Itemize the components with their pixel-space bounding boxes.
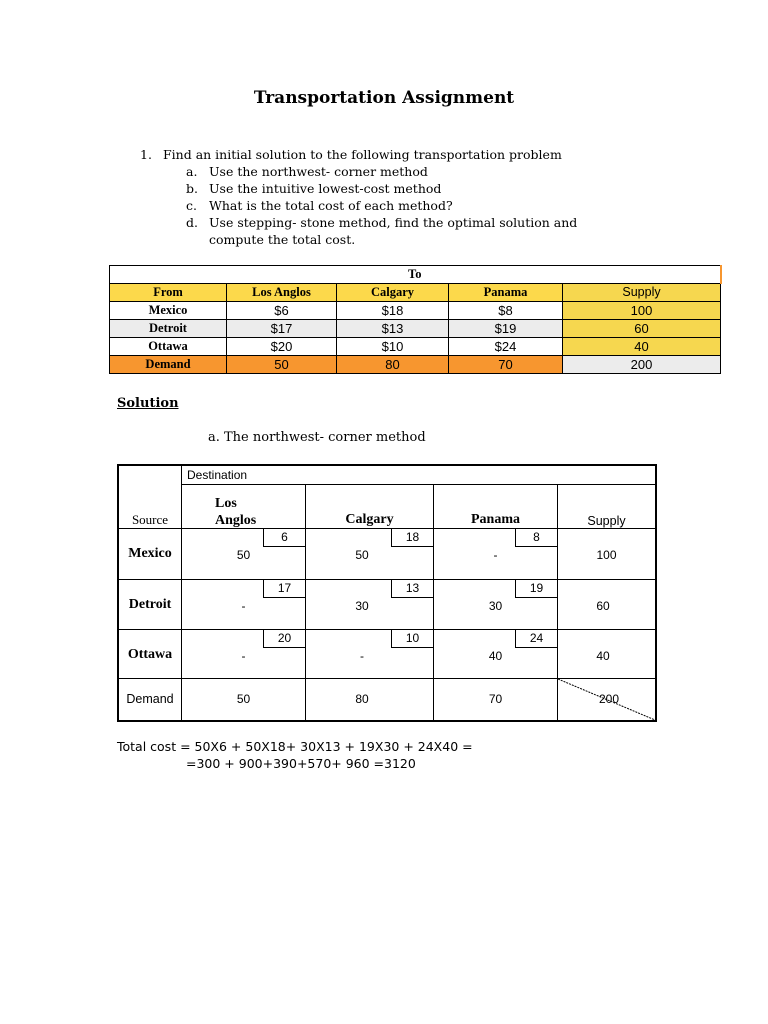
demand-cell: 50	[227, 356, 337, 374]
total-cost-line2: =300 + 900+390+570+ 960 =3120	[186, 756, 416, 771]
item-text: Use the northwest- corner method	[209, 164, 428, 179]
allocation-cell: 40	[488, 649, 503, 663]
supply-header: Supply	[563, 284, 721, 302]
from-header: From	[110, 284, 227, 302]
cost-cell: $8	[449, 302, 563, 320]
question-text: Find an initial solution to the following transportation problem	[163, 147, 562, 162]
demand-cell: 80	[337, 356, 449, 374]
total-cell: 200	[598, 692, 620, 706]
cost-cell: $13	[337, 320, 449, 338]
item-text: What is the total cost of each method?	[209, 198, 453, 213]
cost-cell: $18	[337, 302, 449, 320]
item-text: Use stepping- stone method, find the optimal solution and	[209, 215, 578, 230]
cost-box: 10	[391, 630, 433, 648]
dest-header-los-anglos: Los Anglos	[215, 496, 257, 528]
supply-cell: 100	[596, 548, 617, 562]
row-label: Mexico	[110, 302, 227, 320]
total-cost-line1: Total cost = 50X6 + 50X18+ 30X13 + 19X30 + 24X40 =	[117, 739, 473, 754]
cost-box: 20	[263, 630, 305, 648]
cost-box: 18	[391, 529, 433, 547]
item-label: a.	[186, 164, 198, 179]
allocation-cell: 30	[355, 599, 369, 613]
method-a-label: a. The northwest- corner method	[208, 430, 426, 445]
item-text: Use the intuitive lowest-cost method	[209, 181, 442, 196]
cost-cell: $6	[227, 302, 337, 320]
allocation-cell: -	[241, 649, 246, 663]
supply-cell: 100	[563, 302, 721, 320]
supply-cell: 40	[563, 338, 721, 356]
solution-heading: Solution	[117, 396, 179, 411]
problem-table	[109, 265, 722, 374]
dest-header-panama: Panama	[471, 512, 520, 527]
allocation-cell: 30	[488, 599, 503, 613]
column-header: Los Anglos	[227, 284, 337, 302]
item-label: c.	[186, 198, 197, 213]
demand-label: Demand	[126, 692, 174, 706]
cost-cell: $19	[449, 320, 563, 338]
cost-box: 19	[515, 580, 557, 598]
item-label: b.	[186, 181, 198, 196]
allocation-cell: -	[241, 599, 246, 613]
row-label-ottawa: Ottawa	[127, 647, 173, 662]
row-label-mexico: Mexico	[128, 546, 172, 561]
demand-cell: 50	[236, 692, 251, 706]
column-header: Panama	[449, 284, 563, 302]
cost-cell: $24	[449, 338, 563, 356]
cost-box: 8	[515, 529, 557, 547]
allocation-cell: 50	[355, 548, 369, 562]
to-header: To	[110, 266, 721, 284]
page-title: Transportation Assignment	[253, 88, 515, 108]
allocation-cell: -	[360, 649, 364, 663]
demand-cell: 70	[488, 692, 503, 706]
cost-box: 13	[391, 580, 433, 598]
question-number: 1.	[140, 147, 152, 162]
supply-cell: 40	[596, 649, 610, 663]
supply-cell: 60	[563, 320, 721, 338]
row-label: Ottawa	[110, 338, 227, 356]
row-label: Detroit	[110, 320, 227, 338]
source-label: Source	[131, 512, 169, 527]
demand-label: Demand	[110, 356, 227, 374]
cost-box: 24	[515, 630, 557, 648]
cost-cell: $10	[337, 338, 449, 356]
dest-header-calgary: Calgary	[345, 512, 394, 527]
allocation-cell: 50	[236, 548, 251, 562]
demand-cell: 80	[355, 692, 369, 706]
cost-cell: $17	[227, 320, 337, 338]
cost-cell: $20	[227, 338, 337, 356]
supply-header: Supply	[587, 514, 626, 528]
column-header: Calgary	[337, 284, 449, 302]
supply-cell: 60	[596, 599, 610, 613]
cost-box: 6	[263, 529, 305, 547]
cost-box: 17	[263, 580, 305, 598]
item-label: d.	[186, 215, 198, 230]
allocation-cell: -	[493, 548, 498, 562]
northwest-table	[117, 464, 657, 722]
item-text: compute the total cost.	[209, 232, 356, 247]
total-cell: 200	[563, 356, 721, 374]
destination-label: Destination	[187, 468, 248, 482]
row-label-detroit: Detroit	[128, 597, 172, 612]
demand-cell: 70	[449, 356, 563, 374]
